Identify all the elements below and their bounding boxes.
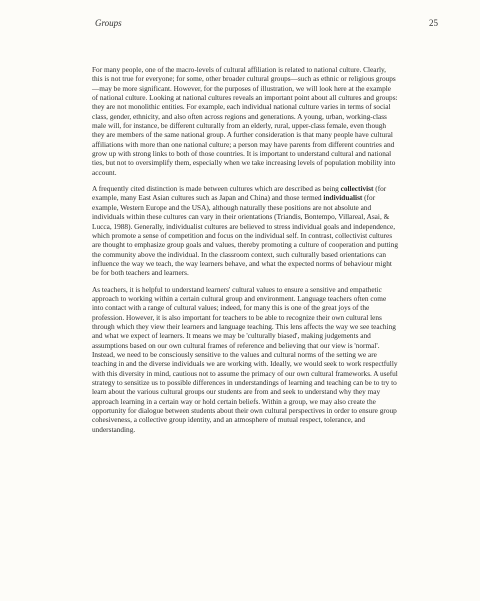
p2-text-2: (for example, many East Asian cultures such as Japan and China) and those termed <box>92 184 387 203</box>
running-head: Groups <box>95 18 122 28</box>
term-individualist: individualist <box>323 193 363 203</box>
page-number: 25 <box>429 18 438 28</box>
paragraph-national-culture: For many people, one of the macro-levels of cultural affiliation is related to national culture. Clearly, this is not true for everyone; for some, other broader cultural groups—such as ethnic or religious groups—may be more significant. However, for the purposes of illustration, we will look here at the example of national culture. Looking at national cultures reveals an important point about all cultures and groups: they are not monolithic entities. For example, each individual national culture varies in terms of social class, gender, ethnicity, and also often across regions and generations. A young, urban, working-class male will, for instance, be different culturally from an elderly, rural, upper-class female, even though they are members of the same national group. A further consideration is that many people have cultural affiliations with more than one national culture; a person may have parents from different countries and grow up with strong links to both of those countries. It is important to understand cultural and national ties, but not to oversimplify them, especially when we take increasing levels of population mobility into account. <box>92 65 398 177</box>
paragraph-teachers-cultural-values: As teachers, it is helpful to understand learners' cultural values to ensure a sensitive and empathetic approach to working within a certain cultural group and environment. Language teachers often come into contact with a range of cultural values; indeed, for many this is one of the great joys of the profession. However, it is also important for teachers to be able to recognize their own cultural lens through which they view their learners and language teaching. This lens affects the way we see teaching and what we expect of learners. It means we may be 'culturally biased', making judgements and assumptions based on our own cultural frames of reference and believing that our view is 'normal'. Instead, we need to be consciously sensitive to the values and cultural norms of the setting we are teaching in and the diverse individuals we are working with. Ideally, we would seek to work respectfully with this diversity in mind, cautious not to assume the primacy of our own cultural frameworks. A useful strategy to sensitize us to possible differences in understandings of learning and teaching can be to try to learn about the various cultural groups our students are from and seek to understand why they may approach learning in a certain way or hold certain beliefs. Within a group, we may also create the opportunity for dialogue between students about their own cultural perspectives in order to ensure group cohesiveness, a collective group identity, and an atmosphere of mutual respect, tolerance, and understanding. <box>92 284 398 434</box>
p2-text-1: A frequently cited distinction is made between cultures which are described as being <box>92 184 341 194</box>
body-text <box>92 65 398 441</box>
p2-text-3: (for example, Western Europe and the USA), although naturally these positions are not absolute and individuals within these cultures can vary in their orientations (Triandis, Bontempo, Villareal, Asai, & Lucca, 1988). Generally, individualist cultures are believed to stress individual goals and independence, which promote a sense of competition and focus on the individual self. In contrast, collectivist cultures are thought to emphasize group goals and values, thereby promoting a culture of cooperation and putting the community above the individual. In the classroom context, such culturally based orientations can influence the way we teach, the way learners behave, and what the expected norms of behaviour might be for both teachers and learners. <box>92 193 398 278</box>
term-collectivist: collectivist <box>340 184 374 194</box>
paragraph-collectivist-individualist <box>92 184 398 277</box>
